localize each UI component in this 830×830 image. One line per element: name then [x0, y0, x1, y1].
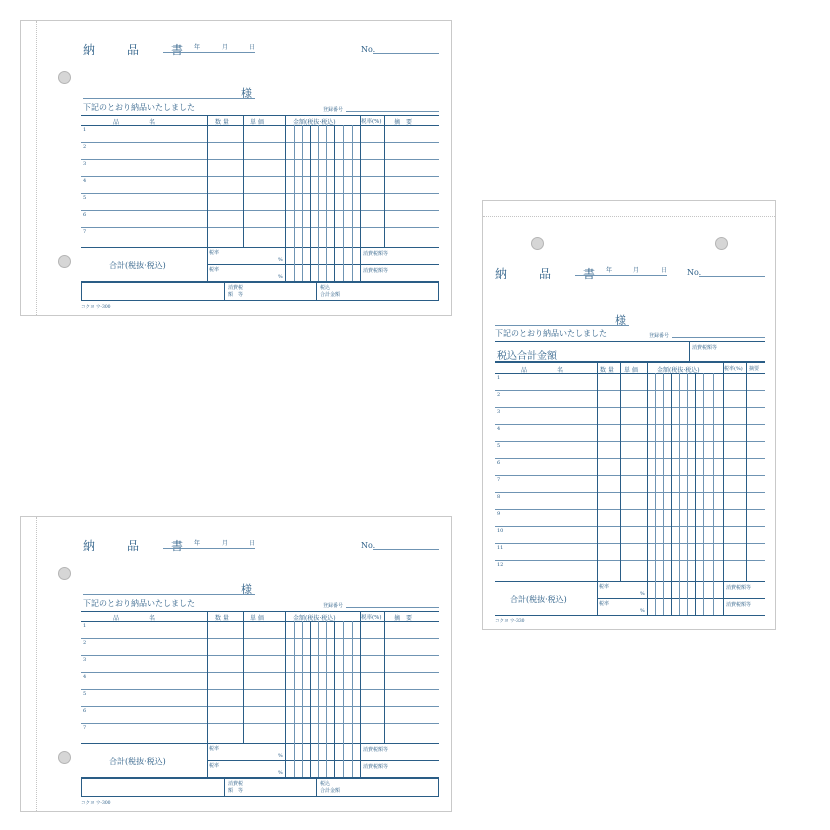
digit-divider	[703, 373, 704, 615]
binder-hole	[531, 237, 544, 250]
total-mid-border	[597, 598, 765, 599]
delivery-note-form-top	[20, 20, 452, 316]
row-divider	[495, 560, 765, 561]
row-divider	[81, 193, 439, 194]
tax-amount-label: 消費税額等	[692, 345, 718, 351]
date-month: 月	[222, 540, 229, 547]
digit-divider	[310, 125, 311, 281]
col-divider	[597, 361, 598, 615]
col-tax-rate: 税率(%)	[361, 615, 382, 621]
footer-tax-label: 消費税	[228, 781, 244, 787]
footer-total-label: 税込	[320, 285, 331, 291]
col-tax-rate: 税率(%)	[724, 366, 743, 372]
row-number: 5	[83, 195, 87, 201]
recipient-honorific: 様	[615, 314, 626, 327]
tax-amount-label: 消費税額等	[363, 764, 389, 770]
perforation-line	[483, 216, 775, 217]
tax-amount-label: 消費税額等	[363, 251, 389, 257]
product-code: コクヨ ウ-300	[81, 801, 111, 806]
recipient-line	[83, 98, 255, 99]
tax-rate-label: 税率	[209, 763, 220, 769]
registration-number-label: 登録番号	[649, 333, 670, 339]
binder-hole	[715, 237, 728, 250]
digit-divider	[302, 621, 303, 777]
date-line	[163, 52, 255, 53]
row-divider	[81, 706, 439, 707]
col-divider	[207, 611, 208, 777]
row-number: 9	[497, 511, 501, 517]
digit-divider	[687, 373, 688, 615]
row-number: 3	[83, 161, 87, 167]
binder-hole	[58, 567, 71, 580]
row-divider	[81, 210, 439, 211]
form-title: 納 品 書	[83, 539, 194, 553]
table-top-border	[81, 115, 439, 116]
date-line	[163, 548, 255, 549]
tax-included-total-label: 税込合計金額	[497, 351, 557, 362]
col-remarks: 摘 要	[394, 119, 413, 126]
col-remarks: 摘要	[749, 366, 760, 372]
number-label: No.	[687, 268, 702, 277]
digit-divider	[679, 373, 680, 615]
registration-number-label: 登録番号	[323, 107, 344, 113]
col-divider	[746, 361, 747, 581]
footer-box	[81, 282, 439, 301]
col-divider	[723, 361, 724, 615]
number-line	[699, 276, 765, 277]
col-amount: 金額(税抜·税込)	[293, 615, 336, 622]
row-divider	[495, 509, 765, 510]
footer-tax-label: 額 等	[228, 292, 244, 298]
row-number: 2	[497, 392, 501, 398]
footer-total-label: 合計金額	[320, 788, 341, 794]
row-number: 7	[83, 725, 87, 731]
col-quantity: 数 量	[215, 615, 229, 622]
col-divider	[384, 115, 385, 247]
digit-divider	[663, 373, 664, 615]
digit-divider	[334, 621, 335, 777]
footer-box	[81, 778, 439, 797]
product-code: コクヨ ウ-300	[81, 305, 111, 310]
col-unit-price: 単 価	[250, 615, 264, 622]
tax-amount-label: 消費税額等	[363, 747, 389, 753]
tax-amount-label: 消費税額等	[363, 268, 389, 274]
footer-divider	[224, 778, 225, 797]
row-number: 4	[83, 178, 87, 184]
digit-divider	[655, 373, 656, 615]
digit-divider	[318, 621, 319, 777]
number-label: No.	[361, 541, 376, 550]
row-number: 6	[83, 708, 87, 714]
row-number: 1	[497, 375, 501, 381]
footer-divider	[316, 778, 317, 797]
row-number: 8	[497, 494, 501, 500]
registration-line	[346, 111, 439, 112]
footer-total-label: 合計金額	[320, 292, 341, 298]
col-item-name: 品 名	[113, 119, 156, 126]
recipient-honorific: 様	[241, 87, 252, 100]
total-top-border	[81, 743, 439, 744]
total-top-border	[495, 581, 765, 582]
col-divider	[285, 611, 286, 777]
perforation-line	[36, 517, 37, 811]
percent-sign: %	[278, 274, 283, 280]
row-number: 2	[83, 640, 87, 646]
col-amount: 金額(税抜·税込)	[657, 367, 700, 374]
row-divider	[495, 390, 765, 391]
col-unit-price: 単 価	[624, 367, 638, 374]
digit-divider	[334, 125, 335, 281]
digit-divider	[302, 125, 303, 281]
digit-divider	[294, 621, 295, 777]
delivery-note-form-vertical	[482, 200, 776, 630]
row-number: 2	[83, 144, 87, 150]
total-label: 合計(税抜·税込)	[109, 261, 166, 270]
registration-line	[346, 607, 439, 608]
date-month: 月	[633, 267, 640, 274]
date-year: 年	[194, 540, 201, 547]
tax-rate-label: 税率	[209, 267, 220, 273]
row-number: 5	[83, 691, 87, 697]
tax-rate-label: 税率	[599, 601, 610, 607]
digit-divider	[671, 373, 672, 615]
row-divider	[81, 655, 439, 656]
row-number: 6	[497, 460, 501, 466]
col-quantity: 数 量	[600, 367, 614, 374]
col-quantity: 数 量	[215, 119, 229, 126]
col-tax-rate: 税率(%)	[361, 119, 382, 125]
delivery-statement: 下記のとおり納品いたしました	[83, 599, 195, 608]
tax-rate-label: 税率	[599, 584, 610, 590]
row-divider	[495, 475, 765, 476]
digit-divider	[695, 373, 696, 615]
digit-divider	[326, 125, 327, 281]
form-title: 納 品 書	[83, 43, 194, 57]
registration-number-label: 登録番号	[323, 603, 344, 609]
digit-divider	[343, 125, 344, 281]
row-number: 11	[497, 545, 504, 551]
total-mid-border	[207, 264, 439, 265]
total-box-divider	[689, 341, 690, 361]
row-number: 3	[497, 409, 501, 415]
row-number: 5	[497, 443, 501, 449]
col-divider	[243, 611, 244, 743]
col-amount: 金額(税抜·税込)	[293, 119, 336, 126]
row-divider	[81, 723, 439, 724]
col-item-name: 品 名	[113, 615, 156, 622]
binder-hole	[58, 71, 71, 84]
col-divider	[360, 115, 361, 281]
binder-hole	[58, 751, 71, 764]
row-number: 4	[497, 426, 501, 432]
col-remarks: 摘 要	[394, 615, 413, 622]
total-label: 合計(税抜·税込)	[109, 757, 166, 766]
col-item-name: 品 名	[521, 367, 564, 374]
row-number: 3	[83, 657, 87, 663]
date-year: 年	[194, 44, 201, 51]
footer-total-label: 税込	[320, 781, 331, 787]
row-number: 7	[83, 229, 87, 235]
digit-divider	[294, 125, 295, 281]
tax-amount-label: 消費税額等	[726, 602, 752, 608]
col-unit-price: 単 価	[250, 119, 264, 126]
footer-tax-label: 額 等	[228, 788, 244, 794]
row-divider	[81, 638, 439, 639]
date-line	[575, 275, 667, 276]
row-number: 1	[83, 623, 87, 629]
row-divider	[495, 441, 765, 442]
col-divider	[384, 611, 385, 743]
percent-sign: %	[278, 257, 283, 263]
digit-divider	[352, 621, 353, 777]
footer-divider	[224, 282, 225, 301]
digit-divider	[343, 621, 344, 777]
recipient-line	[495, 325, 629, 326]
table-top-border	[81, 611, 439, 612]
row-divider	[495, 543, 765, 544]
delivery-note-form-bottom	[20, 516, 452, 812]
total-bottom-border	[495, 615, 765, 616]
number-line	[373, 549, 439, 550]
row-divider	[81, 689, 439, 690]
recipient-honorific: 様	[241, 583, 252, 596]
total-label: 合計(税抜·税込)	[510, 595, 567, 604]
row-divider	[495, 407, 765, 408]
percent-sign: %	[278, 753, 283, 759]
col-divider	[620, 361, 621, 581]
total-top-border	[81, 247, 439, 248]
digit-divider	[352, 125, 353, 281]
date-day: 日	[249, 540, 256, 547]
row-number: 6	[83, 212, 87, 218]
row-divider	[495, 492, 765, 493]
tax-amount-label: 消費税額等	[726, 585, 752, 591]
number-line	[373, 53, 439, 54]
row-number: 12	[497, 562, 504, 568]
product-code: コクヨ ウ-330	[495, 619, 525, 624]
date-year: 年	[606, 267, 613, 274]
col-divider	[243, 115, 244, 247]
percent-sign: %	[278, 770, 283, 776]
row-divider	[81, 159, 439, 160]
row-number: 4	[83, 674, 87, 680]
tax-rate-label: 税率	[209, 250, 220, 256]
row-divider	[81, 672, 439, 673]
table-top-border	[495, 361, 765, 363]
percent-sign: %	[640, 591, 645, 597]
delivery-statement: 下記のとおり納品いたしました	[83, 103, 195, 112]
date-month: 月	[222, 44, 229, 51]
footer-tax-label: 消費税	[228, 285, 244, 291]
row-number: 7	[497, 477, 501, 483]
number-label: No.	[361, 45, 376, 54]
date-day: 日	[661, 267, 668, 274]
col-divider	[647, 361, 648, 615]
row-divider	[495, 458, 765, 459]
row-divider	[81, 227, 439, 228]
date-day: 日	[249, 44, 256, 51]
digit-divider	[310, 621, 311, 777]
registration-line	[672, 337, 765, 338]
digit-divider	[713, 373, 714, 615]
row-divider	[81, 176, 439, 177]
col-divider	[207, 115, 208, 281]
footer-divider	[316, 282, 317, 301]
row-divider	[81, 142, 439, 143]
col-divider	[285, 115, 286, 281]
binder-hole	[58, 255, 71, 268]
perforation-line	[36, 21, 37, 315]
col-divider	[360, 611, 361, 777]
total-mid-border	[207, 760, 439, 761]
row-number: 10	[497, 528, 504, 534]
row-number: 1	[83, 127, 87, 133]
tax-rate-label: 税率	[209, 746, 220, 752]
digit-divider	[326, 621, 327, 777]
percent-sign: %	[640, 608, 645, 614]
recipient-line	[83, 594, 255, 595]
digit-divider	[318, 125, 319, 281]
row-divider	[495, 526, 765, 527]
form-title: 納 品 書	[495, 267, 606, 281]
row-divider	[495, 424, 765, 425]
total-box-top	[495, 341, 765, 342]
delivery-statement: 下記のとおり納品いたしました	[495, 329, 607, 338]
